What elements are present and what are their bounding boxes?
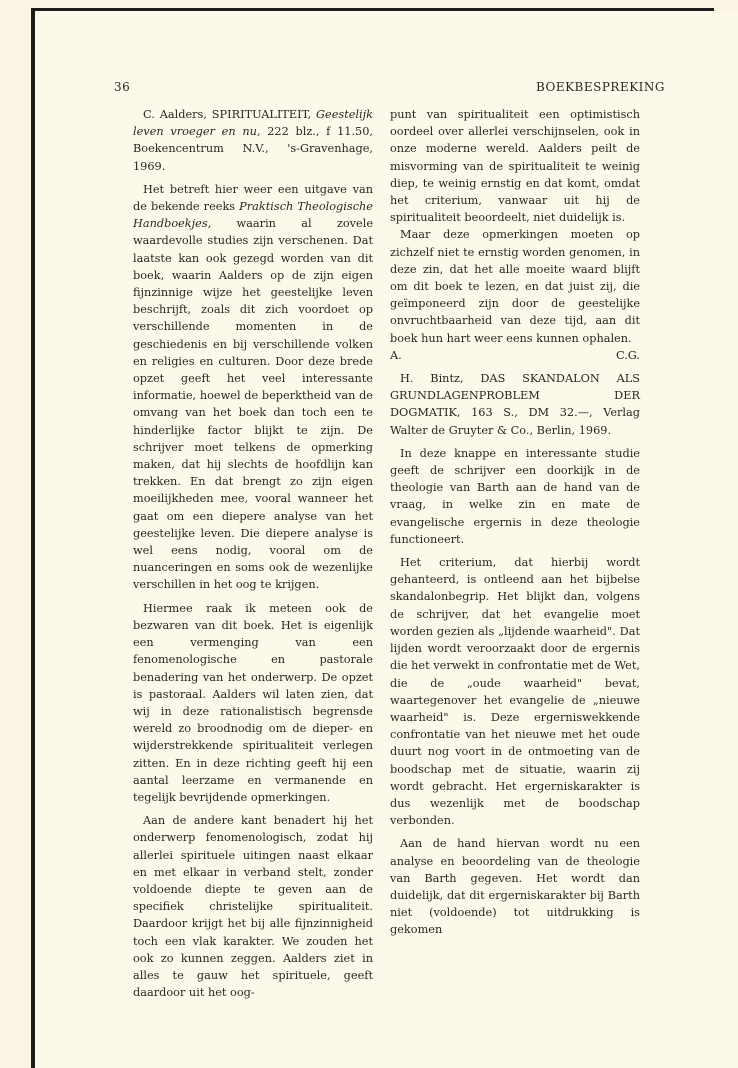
paragraph: Hiermee raak ik meteen ook de bezwaren van dit boek. Het is eigenlijk een vermenging van een fenomenologische en pastorale benadering van het onderwerp. De opzet is pastoraal. Aalders wil laten zien, dat wij in deze rationalistisch begrensde wereld zo broodnodig om de dieper- en wijderstrekkende spiritualiteit verlegen zitten. En in deze richting geeft hij een aantal leerzame en vermanende en tegelijk bevrijdende opmerkingen. (133, 601, 373, 804)
book-ref-details: 222 blz., f 11.50, Boekencentrum N.V., 's-Gravenhage, 1969. (133, 125, 373, 173)
place-initial: A. (390, 348, 402, 362)
paragraph-continued: punt van spiritualiteit een optimistisch oordeel over allerlei verschijnselen, ook in onze moderne wereld. Aalders peilt de misvorming van de spiritualiteit te weinig diep, te weinig ernstig en dat komt, omdat het criterium, vanwaar uit hij de spiritualiteit beoordeelt, niet duidelijk is. (390, 108, 640, 225)
paragraph: Het criterium, dat hierbij wordt gehanteerd, is ontleend aan het bijbelse skandalonbegrip. Het blijkt dan, volgens de schrijver, dat het evangelie moet worden gezien als „lijdende waarheid". Dat lijden wordt veroorzaakt door de ergernis die het verwekt in confrontatie met de Wet, die de „oude waarheid" bevat, waartegenover het evangelie de „nieuwe waarheid" is. Deze ergerniswekkende confrontatie van het nieuwe met het oude duurt nog voort in de ontmoeting van de boodschap met de situatie, waarin zij wordt gebracht. Het ergerniskarakter is dus wezenlijk met de boodschap verbonden. (390, 556, 640, 828)
book-reference-aalders (133, 106, 373, 175)
paragraph: In deze knappe en interessante studie geeft de schrijver een doorkijk in de theologie van Barth aan de hand van de vraag, in welke zin en mate de evangelische ergernis in deze theologie functioneert. (390, 446, 640, 546)
book-ref-subtitle: Geestelijk leven vroeger en nu, (133, 108, 373, 139)
column-left (133, 106, 373, 1001)
paragraph-text: waarin al zovele waardevolle studies zijn verschenen. Dat laatste kan ook gezegd worden van dit boek, waarin Aalders op de zijn eigen fijnzinnige wijze het geestelijke leven beschrijft, zoals dit zich voordoet op verschillende momenten in de geschiedenis en bij verschillende volken en religies en culturen. Door deze brede opzet geeft het veel interessante informatie, hoewel de beperktheid van de omvang van het boek dan toch een te hinderlijke factor blijkt te zijn. De schrijver moet telkens de opmerking maken, dat hij slechts de hoofdlijn kan trekken. En dat brengt zo zijn eigen moeilijkheden mee, vooral wanneer het gaat om een diepere analyse van het geestelijke leven. Die diepere analyse is wel eens nodig, vooral om de nuanceringen en soms ook de wezenlijke verschillen in het oog te krijgen. (133, 217, 374, 592)
reviewer-initials: C.G. (615, 348, 640, 362)
paragraph-text: Het betreft hier weer een uitgave van de bekende reeks (133, 182, 373, 214)
running-title: BOEKBESPREKING (535, 80, 665, 94)
series-title: Praktisch Theologische Handboekjes, (133, 200, 373, 231)
paragraph: Aan de andere kant benadert hij het onderwerp fenomenologisch, zodat hij allerlei spirituele uitingen naast elkaar en met elkaar in verband stelt, zonder voldoende diepte te geven aan de specifiek christelijke spiritualiteit. Daardoor krijgt het bij alle fijnzinnigheid toch een vlak karakter. We zouden het ook zo kunnen zeggen. Aalders ziet in alles te gauw het spirituele, geeft daardoor uit het oog- (133, 814, 373, 1000)
paragraph (133, 181, 373, 594)
review-signature-line (390, 347, 640, 364)
column-right (390, 106, 640, 939)
book-ref-author-title: C. Aalders, SPIRITUALITEIT, (143, 108, 312, 121)
paragraph: Aan de hand hiervan wordt nu een analyse en beoordeling van de theologie van Barth gegeven. Het wordt dan duidelijk, dat dit ergerniskarakter bij Barth niet (voldoende) tot uitdrukking is gekomen (390, 837, 640, 937)
page-header (114, 80, 665, 100)
book-reference-bintz: H. Bintz, DAS SKANDALON ALS GRUNDLAGENPROBLEM DER DOGMATIK, 163 S., DM 32.—, Verlag Walter de Gruyter & Co., Berlin, 1969. (390, 372, 640, 437)
page-number: 36 (114, 80, 131, 94)
paragraph: Maar deze opmerkingen moeten op zichzelf niet te ernstig worden genomen, in deze zin, dat het alle moeite waard blijft om dit boek te lezen, en dat juist zij, die geïmponeerd zijn door de geestelijke onvruchtbaarheid van deze tijd, aan dit boek hun hart weer eens kunnen ophalen. (390, 228, 640, 345)
